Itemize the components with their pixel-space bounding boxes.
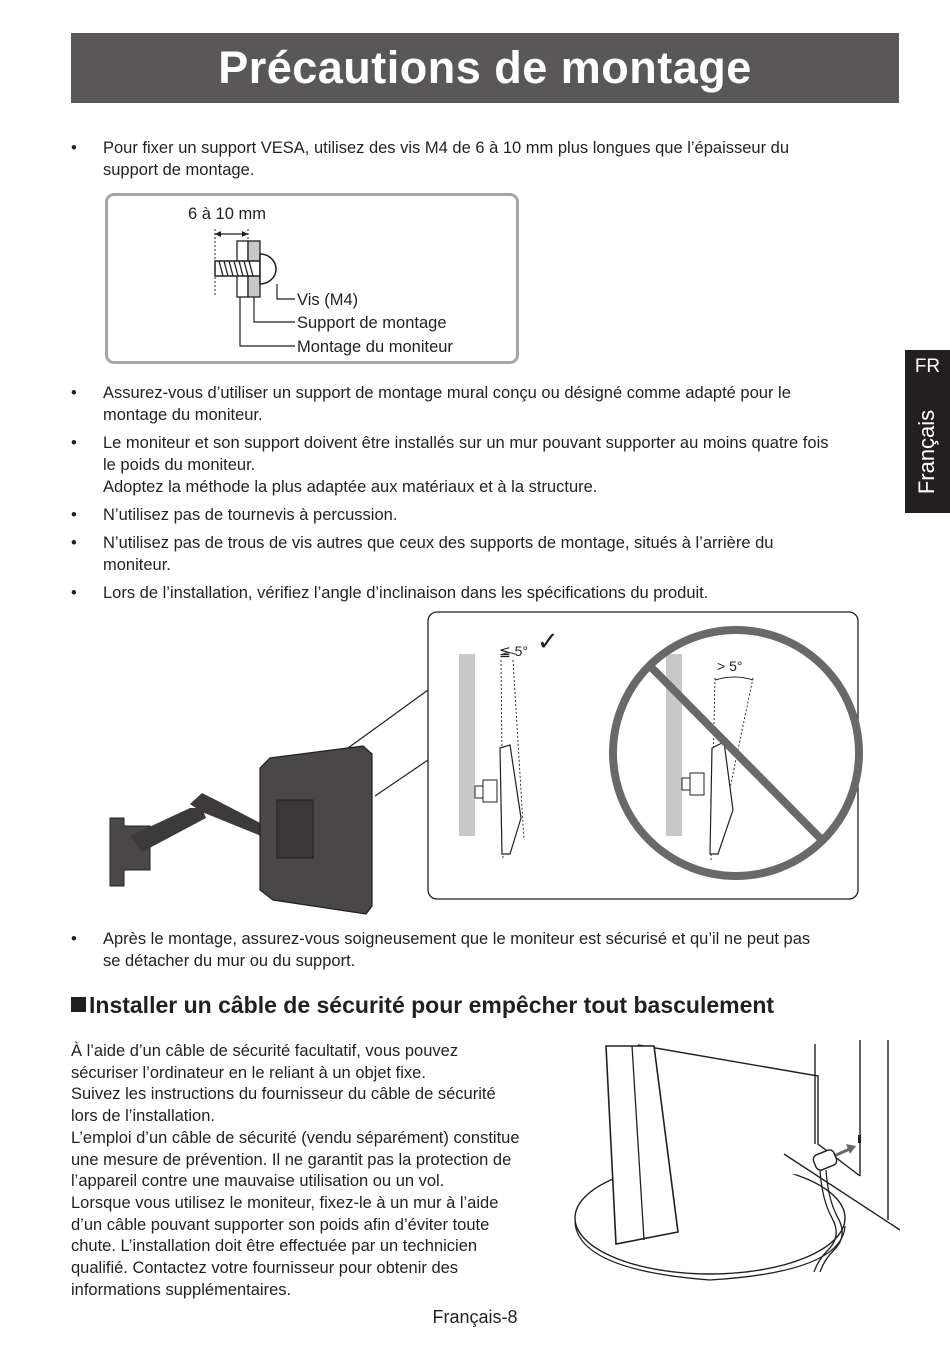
mount-adapter	[690, 773, 704, 795]
list-item	[71, 928, 900, 972]
excess-angle-label: > 5°	[717, 658, 743, 674]
leader-line	[254, 297, 295, 322]
wall-mount-illustration	[90, 608, 865, 920]
list-item-line: Après le montage, assurez-vous soigneusement que le moniteur est sécurisé et qu’il ne peut pas	[103, 930, 811, 948]
paragraph-line: une mesure de prévention. Il ne garantit pas la protection de	[71, 1150, 512, 1169]
bullet-dot-icon: •	[71, 434, 77, 452]
wall	[459, 654, 475, 836]
paragraph-line: lors de l’installation.	[71, 1107, 215, 1126]
screw-label: Vis (M4)	[297, 291, 359, 309]
list-item-line: support de montage.	[103, 161, 255, 179]
leader-line	[277, 284, 295, 299]
list-item-line: Le moniteur et son support doivent être installés sur un mur pouvant supporter au moins quatre fois	[103, 434, 829, 452]
list-item	[71, 532, 900, 576]
section-heading-text: Installer un câble de sécurité pour empêcher tout basculement	[89, 992, 775, 1018]
list-item-line: moniteur.	[103, 556, 171, 574]
bullet-dot-icon: •	[71, 384, 77, 402]
list-item-line: Lors de l’installation, vérifiez l’angle d’inclinaison dans les spécifications du produit.	[103, 584, 709, 602]
paragraph-line: l’appareil contre une mauvaise utilisation ou un vol.	[71, 1172, 445, 1191]
tilt-callout-frame	[428, 612, 858, 899]
list-item-line: le poids du moniteur.	[103, 456, 256, 474]
list-item-line: montage du moniteur.	[103, 406, 263, 424]
paragraph-line: Suivez les instructions du fournisseur du câble de sécurité	[71, 1085, 496, 1104]
security-slot-icon	[858, 1135, 861, 1143]
callout-pointer-line	[348, 690, 428, 748]
paragraph-line: L’emploi d’un câble de sécurité (vendu séparément) constitue	[71, 1128, 520, 1147]
monitor-mount-label: Montage du moniteur	[297, 338, 453, 356]
mount-adapter	[483, 780, 497, 802]
section-heading	[71, 992, 774, 1019]
security-cable-illustration	[570, 1040, 900, 1290]
screw-head	[260, 254, 276, 284]
paragraph-line: Lorsque vous utilisez le moniteur, fixez-le à un mur à l’aide	[71, 1193, 499, 1212]
paragraph-line: informations supplémentaires.	[71, 1280, 292, 1299]
screw-length-label: 6 à 10 mm	[188, 205, 266, 223]
callout-pointer-line	[375, 760, 428, 796]
paragraph-line: sécuriser l’ordinateur en le reliant à un objet fixe.	[71, 1063, 426, 1082]
list-item-line: N’utilisez pas de trous de vis autres que ceux des supports de montage, situés à l’arrière du	[103, 534, 774, 552]
wall-bracket	[682, 778, 690, 790]
list-item	[71, 432, 900, 498]
language-tab	[905, 350, 950, 513]
list-item-line: se détacher du mur ou du support.	[103, 952, 356, 970]
square-bullet-icon	[71, 997, 86, 1012]
page-title: Précautions de montage	[71, 33, 899, 103]
check-mark-icon: ✓	[537, 627, 559, 657]
bullet-dot-icon: •	[71, 930, 77, 948]
list-item-line: Pour fixer un support VESA, utilisez des vis M4 de 6 à 10 mm plus longues que l’épaisseur du	[103, 139, 790, 157]
bullet-dot-icon: •	[71, 534, 77, 552]
bullet-dot-icon: •	[71, 506, 77, 524]
paragraph-line: d’un câble pouvant supporter son poids afin d’éviter toute	[71, 1215, 490, 1234]
arrow-right-icon	[242, 231, 248, 237]
language-code: FR	[914, 356, 941, 377]
list-item-line: Assurez-vous d’utiliser un support de montage mural conçu ou désigné comme adapté pour le	[103, 384, 791, 402]
allowed-angle-label: ≦ 5°	[499, 643, 529, 659]
paragraph-line: qualifié. Contactez votre fournisseur pour obtenir des	[71, 1259, 459, 1278]
list-item-line: Adoptez la méthode la plus adaptée aux matériaux et à la structure.	[103, 478, 598, 496]
list-item	[71, 582, 900, 604]
arrow-left-icon	[215, 231, 221, 237]
wall-arm-base	[110, 818, 150, 886]
wall-bracket	[475, 786, 483, 798]
page-number: Français-8	[432, 1307, 518, 1327]
list-item	[71, 504, 900, 526]
language-label: Français	[914, 409, 939, 495]
paragraph-line: À l’aide d’un câble de sécurité facultatif, vous pouvez	[71, 1042, 459, 1060]
list-item-line: N’utilisez pas de tournevis à percussion.	[103, 506, 398, 524]
bullet-dot-icon: •	[71, 584, 77, 602]
screw-diagram	[105, 193, 525, 368]
bracket-label: Support de montage	[297, 314, 447, 332]
security-cable-paragraph	[71, 1041, 571, 1301]
bullet-dot-icon: •	[71, 139, 77, 157]
list-item	[71, 382, 900, 426]
list-item	[71, 137, 900, 181]
paragraph-line: chute. L’installation doit être effectuée par un technicien	[71, 1237, 478, 1256]
vesa-plate	[277, 800, 313, 858]
